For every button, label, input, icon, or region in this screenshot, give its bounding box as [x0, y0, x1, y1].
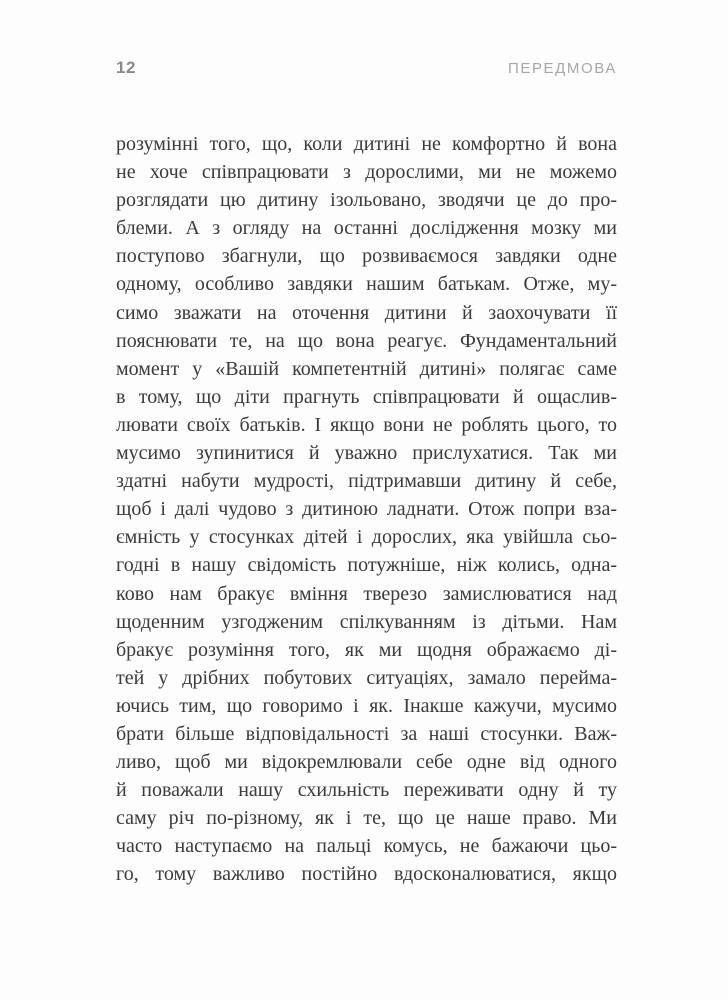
- text-line: момент у «Вашій компетентній дитині» полягає саме: [116, 357, 617, 380]
- page-header: [116, 58, 617, 78]
- text-line: бракує розуміння того, як ми щодня ображаємо ді-: [116, 638, 617, 661]
- body-text: [116, 130, 617, 889]
- text-line: ково нам бракує вміння тверезо замислюватися над: [116, 582, 617, 605]
- text-line: одному, особливо завдяки нашим батькам. Отже, му-: [116, 273, 617, 296]
- running-head: ПЕРЕДМОВА: [507, 60, 617, 77]
- text-line: не хоче співпрацювати з дорослими, ми не можемо: [116, 161, 617, 184]
- text-line: саму річ по-різному, як і те, що це наше право. Ми: [116, 807, 617, 830]
- text-line: брати більше відповідальності за наші стосунки. Важ-: [116, 722, 617, 745]
- text-line: блеми. А з огляду на останні дослідження мозку ми: [116, 217, 617, 240]
- text-line: щоб і далі чудово з дитиною ладнати. Отож попри вза-: [116, 498, 617, 521]
- text-line: ливо, щоб ми відокремлювали себе одне від одного: [116, 751, 617, 774]
- text-line: в тому, що діти прагнуть співпрацювати й ощаслив-: [116, 385, 617, 408]
- text-line: поступово збагнули, що розвиваємося завдяки одне: [116, 245, 617, 268]
- text-line: тей у дрібних побутових ситуаціях, замало перейма-: [116, 666, 617, 689]
- text-line: ємність у стосунках дітей і дорослих, яка увійшла сьо-: [116, 526, 617, 549]
- text-line: щоденним узгодженим спілкуванням із дітьми. Нам: [116, 610, 617, 633]
- text-line: мусимо зупинитися й уважно прислухатися. Так ми: [116, 442, 617, 465]
- text-line: розглядати цю дитину ізольовано, зводячи це до про-: [116, 189, 617, 212]
- text-line: ючись тим, що говоримо і як. Інакше кажучи, мусимо: [116, 694, 617, 717]
- text-line: пояснювати те, на що вона реагує. Фундаментальний: [116, 329, 617, 352]
- text-line: го, тому важливо постійно вдосконалюватися, якщо: [116, 863, 617, 886]
- text-line: розумінні того, що, коли дитині не комфортно й вона: [116, 133, 617, 155]
- text-line: симо зважати на оточення дитини й заохочувати її: [116, 301, 617, 324]
- text-line: здатні набути мудрості, підтримавши дитину й себе,: [116, 470, 617, 493]
- text-line: часто наступаємо на пальці комусь, не бажаючи цьо-: [116, 835, 617, 858]
- page-number: 12: [116, 58, 136, 77]
- text-line: годні в нашу свідомість потужніше, ніж колись, одна-: [116, 554, 617, 577]
- text-line: й поважали нашу схильність переживати одну й ту: [116, 779, 617, 802]
- text-line: лювати своїх батьків. І якщо вони не роблять цього, то: [116, 413, 617, 436]
